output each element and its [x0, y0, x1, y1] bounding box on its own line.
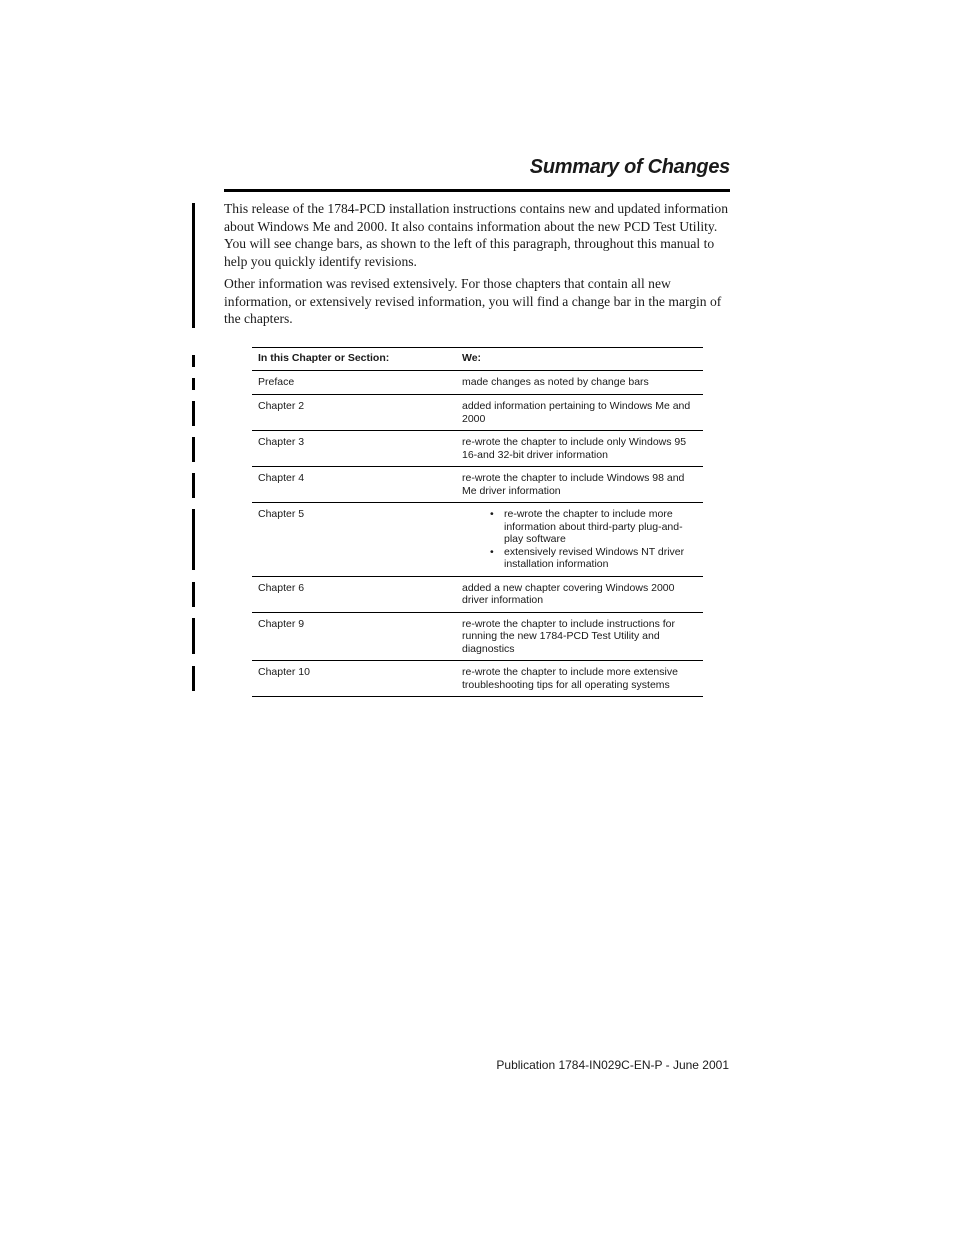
changes-table [252, 347, 703, 697]
change-cell: re-wrote the chapter to include more extensive troubleshooting tips for all operating systems [456, 661, 703, 697]
change-cell: re-wrote the chapter to include instructions for running the new 1784-PCD Test Utility and diagnostics [456, 612, 703, 661]
section-cell: Chapter 5 [252, 503, 456, 577]
table-row [252, 661, 703, 697]
bullet-item: • extensively revised Windows NT driver installation information [504, 546, 697, 571]
table-row [252, 612, 703, 661]
table-header-row [252, 348, 703, 371]
intro-text [224, 200, 730, 333]
change-cell [456, 503, 703, 577]
change-cell: made changes as noted by change bars [456, 371, 703, 395]
section-cell: Chapter 4 [252, 467, 456, 503]
change-cell: re-wrote the chapter to include only Windows 95 16-and 32-bit driver information [456, 431, 703, 467]
section-cell: Chapter 3 [252, 431, 456, 467]
page-title: Summary of Changes [529, 156, 730, 178]
title-rule [224, 189, 730, 192]
change-bar [192, 203, 195, 328]
change-bar [192, 509, 195, 570]
change-bar [192, 666, 195, 691]
section-cell: Chapter 6 [252, 576, 456, 612]
change-bar [192, 618, 195, 654]
table-row [252, 431, 703, 467]
column-header-change: We: [456, 348, 703, 371]
section-cell: Chapter 2 [252, 395, 456, 431]
bullet-list [462, 508, 697, 571]
change-bar [192, 473, 195, 498]
table-row [252, 576, 703, 612]
table-row [252, 395, 703, 431]
change-cell: added information pertaining to Windows Me and 2000 [456, 395, 703, 431]
intro-paragraph: This release of the 1784-PCD installation instructions contains new and updated information about Windows Me and 2000. It also contains information about the new PCD Test Utility. You will see change bars, as shown to the left of this paragraph, throughout this manual to help you quickly identify revisions. [224, 201, 728, 269]
section-cell: Chapter 9 [252, 612, 456, 661]
change-bar [192, 401, 195, 426]
bullet-item: • re-wrote the chapter to include more information about third-party plug-and-play software [504, 508, 697, 546]
change-cell: re-wrote the chapter to include Windows 98 and Me driver information [456, 467, 703, 503]
change-cell: added a new chapter covering Windows 2000 driver information [456, 576, 703, 612]
change-bar [192, 582, 195, 607]
change-bar [192, 355, 195, 367]
change-bar [192, 378, 195, 390]
publication-footer: Publication 1784-IN029C-EN-P - June 2001 [496, 1058, 729, 1072]
change-bar [192, 437, 195, 462]
section-cell: Chapter 10 [252, 661, 456, 697]
column-header-section: In this Chapter or Section: [252, 348, 456, 371]
intro-paragraph: Other information was revised extensively. For those chapters that contain all new information, or extensively revised information, you will find a change bar in the margin of the chapters. [224, 276, 722, 326]
table-row [252, 467, 703, 503]
section-cell: Preface [252, 371, 456, 395]
table-row [252, 503, 703, 577]
table-row [252, 371, 703, 395]
